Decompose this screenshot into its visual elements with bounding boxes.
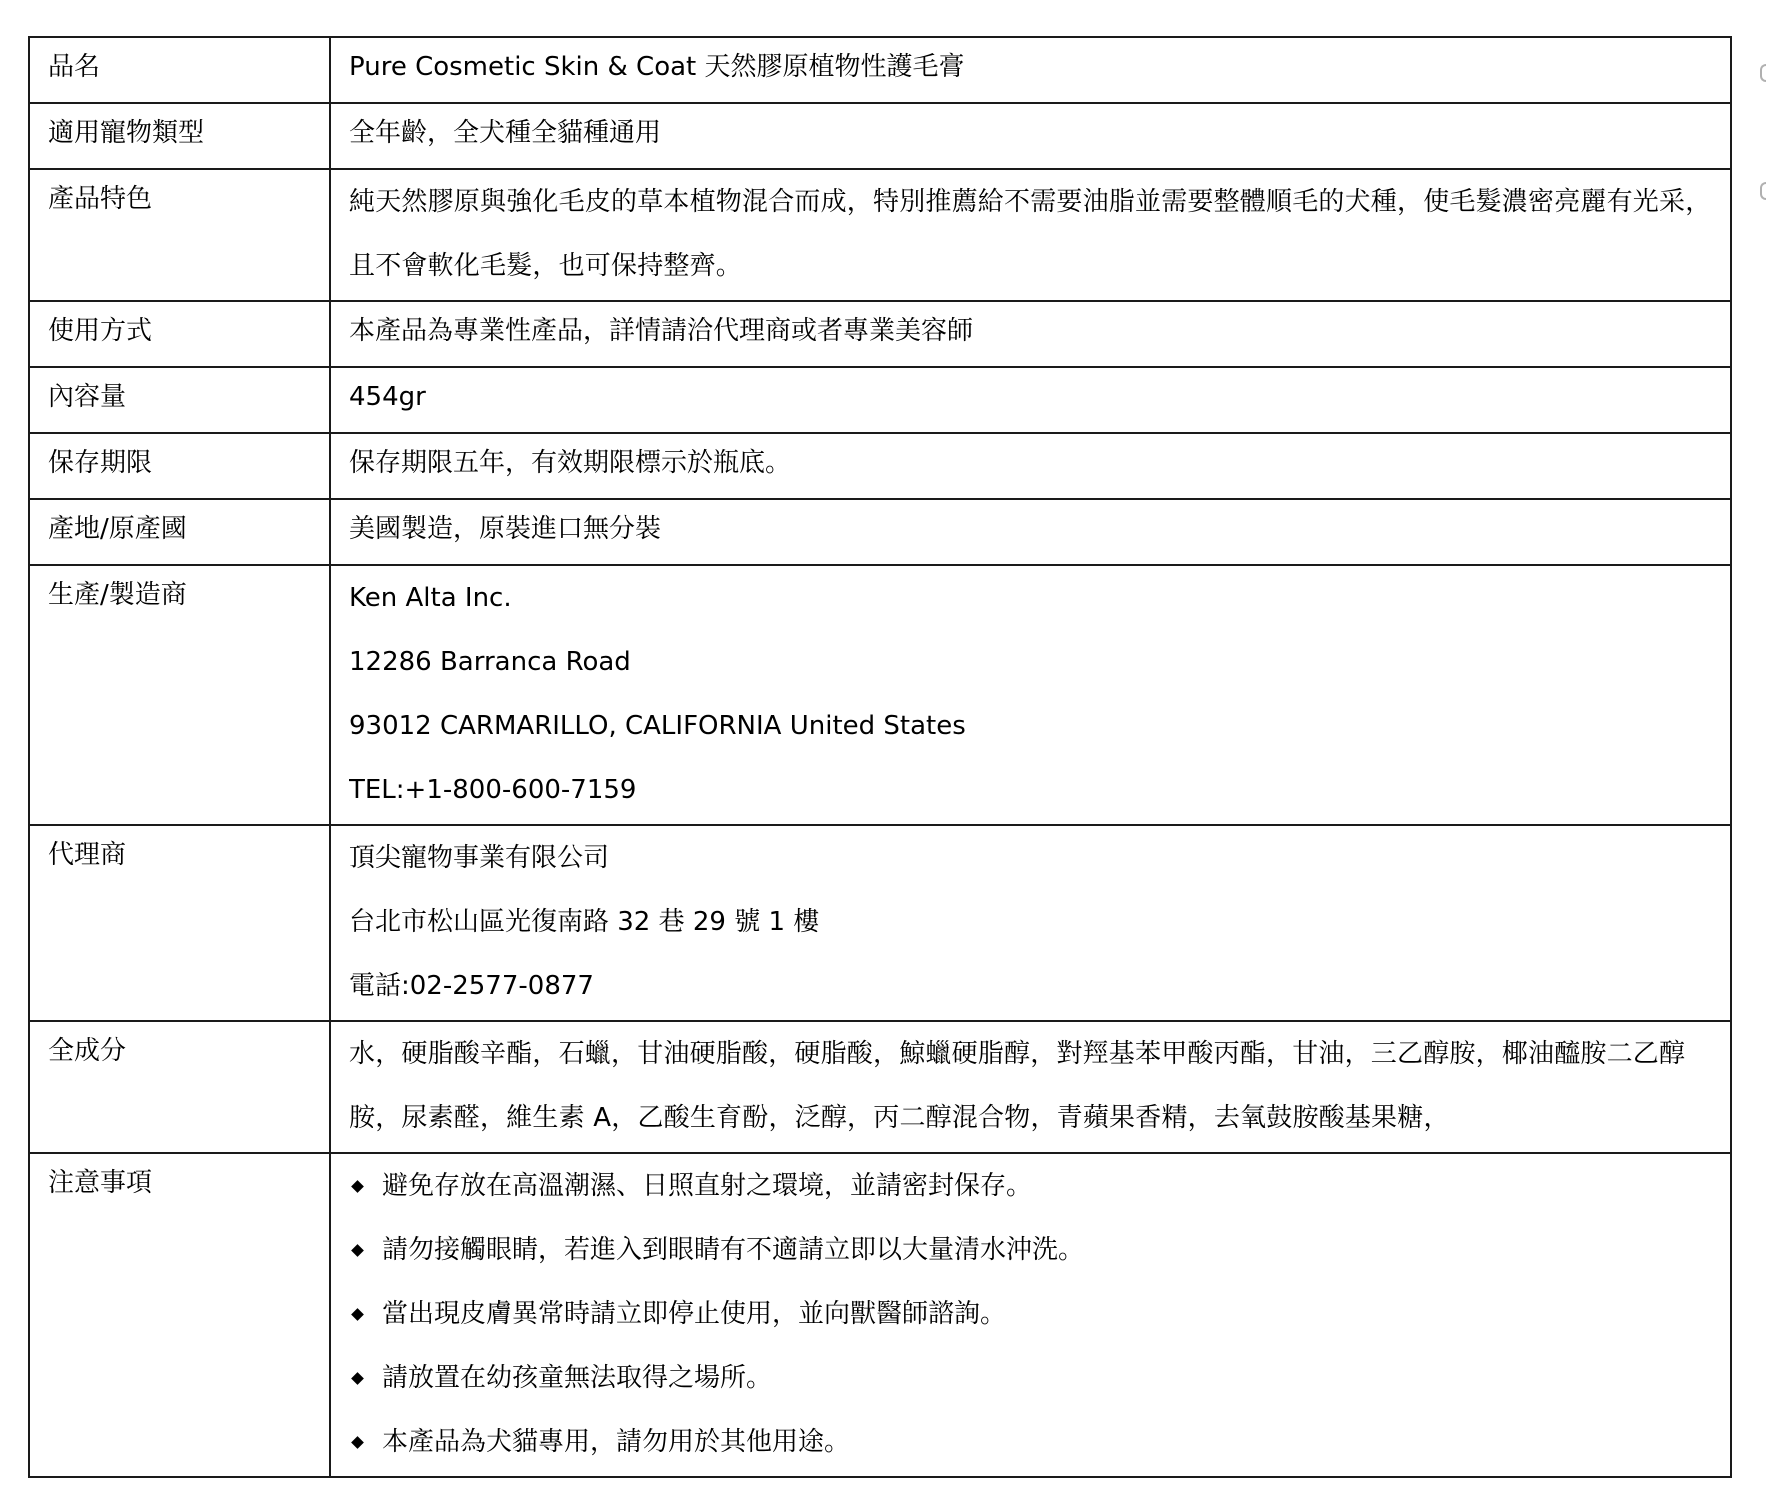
manufacturer-city: 93012 CARMARILLO, CALIFORNIA United States: [349, 711, 966, 741]
list-item: 本產品為犬貓專用，請勿用於其他用途。: [349, 1410, 1712, 1474]
row-label: 全成分: [29, 1021, 330, 1153]
ingredients-text: 水，硬脂酸辛酯，石蠟，甘油硬脂酸，硬脂酸，鯨蠟硬脂醇，對羥基苯甲酸丙酯，甘油，三乙醇胺，椰油醯胺二乙醇胺，尿素醛，維生素 A，乙酸生育酚，泛醇，丙二醇混合物，青蘋果香精，去氧鼓胺酸基果糖，: [349, 1039, 1686, 1133]
row-value: 美國製造，原裝進口無分裝: [330, 499, 1731, 565]
row-value: 保存期限五年，有效期限標示於瓶底。: [330, 433, 1731, 499]
row-label: 品名: [29, 37, 330, 103]
table-row: [29, 433, 1731, 499]
row-label: 產品特色: [29, 169, 330, 301]
table-row: [29, 301, 1731, 367]
list-item: 當出現皮膚異常時請立即停止使用，並向獸醫師諮詢。: [349, 1282, 1712, 1346]
table-row: [29, 565, 1731, 825]
net-content: 454gr: [349, 382, 426, 412]
table-row: [29, 103, 1731, 169]
list-item: 請勿接觸眼睛，若進入到眼睛有不適請立即以大量清水沖洗。: [349, 1218, 1712, 1282]
row-label: 使用方式: [29, 301, 330, 367]
row-label: 內容量: [29, 367, 330, 433]
table-row: [29, 1021, 1731, 1153]
diamond-bullet-icon: [351, 1372, 364, 1385]
row-value: [330, 1021, 1731, 1153]
table-row: [29, 825, 1731, 1021]
manufacturer-phone: TEL:+1-800-600-7159: [349, 775, 637, 805]
row-label: 保存期限: [29, 433, 330, 499]
row-value: [330, 367, 1731, 433]
table-row: [29, 37, 1731, 103]
table-row: [29, 499, 1731, 565]
row-value: [330, 1153, 1731, 1477]
list-item: 避免存放在高溫潮濕、日照直射之環境，並請密封保存。: [349, 1154, 1712, 1218]
manufacturer-street: 12286 Barranca Road: [349, 647, 631, 677]
row-value: [330, 37, 1731, 103]
diamond-bullet-icon: [351, 1180, 364, 1193]
product-name: Pure Cosmetic Skin & Coat 天然膠原植物性護毛膏: [349, 52, 965, 82]
row-label: 注意事項: [29, 1153, 330, 1477]
list-item: 請放置在幼孩童無法取得之場所。: [349, 1346, 1712, 1410]
manufacturer-name: Ken Alta Inc.: [349, 583, 512, 613]
row-label: 代理商: [29, 825, 330, 1021]
agent-phone: 電話:02-2577-0877: [349, 971, 594, 1001]
product-spec-table: [28, 36, 1732, 1478]
table-row: [29, 1153, 1731, 1477]
diamond-bullet-icon: [351, 1308, 364, 1321]
table-row: [29, 367, 1731, 433]
agent-name: 頂尖寵物事業有限公司: [349, 843, 610, 873]
diamond-bullet-icon: [351, 1436, 364, 1449]
table-row: [29, 169, 1731, 301]
agent-address: 台北市松山區光復南路 32 巷 29 號 1 樓: [349, 907, 820, 937]
row-value: [330, 565, 1731, 825]
row-value: [330, 825, 1731, 1021]
row-value: 全年齡，全犬種全貓種通用: [330, 103, 1731, 169]
product-features-text: 純天然膠原與強化毛皮的草本植物混合而成，特別推薦給不需要油脂並需要整體順毛的犬種，使毛髮濃密亮麗有光采，且不會軟化毛髮，也可保持整齊。: [349, 187, 1712, 281]
diamond-bullet-icon: [351, 1244, 364, 1257]
row-value: 本產品為專業性產品，詳情請洽代理商或者專業美容師: [330, 301, 1731, 367]
edge-marker-icon: [1760, 182, 1766, 200]
row-label: 產地/原產國: [29, 499, 330, 565]
row-label: 生產/製造商: [29, 565, 330, 825]
row-label: 適用寵物類型: [29, 103, 330, 169]
edge-marker-icon: [1760, 64, 1766, 82]
row-value: [330, 169, 1731, 301]
